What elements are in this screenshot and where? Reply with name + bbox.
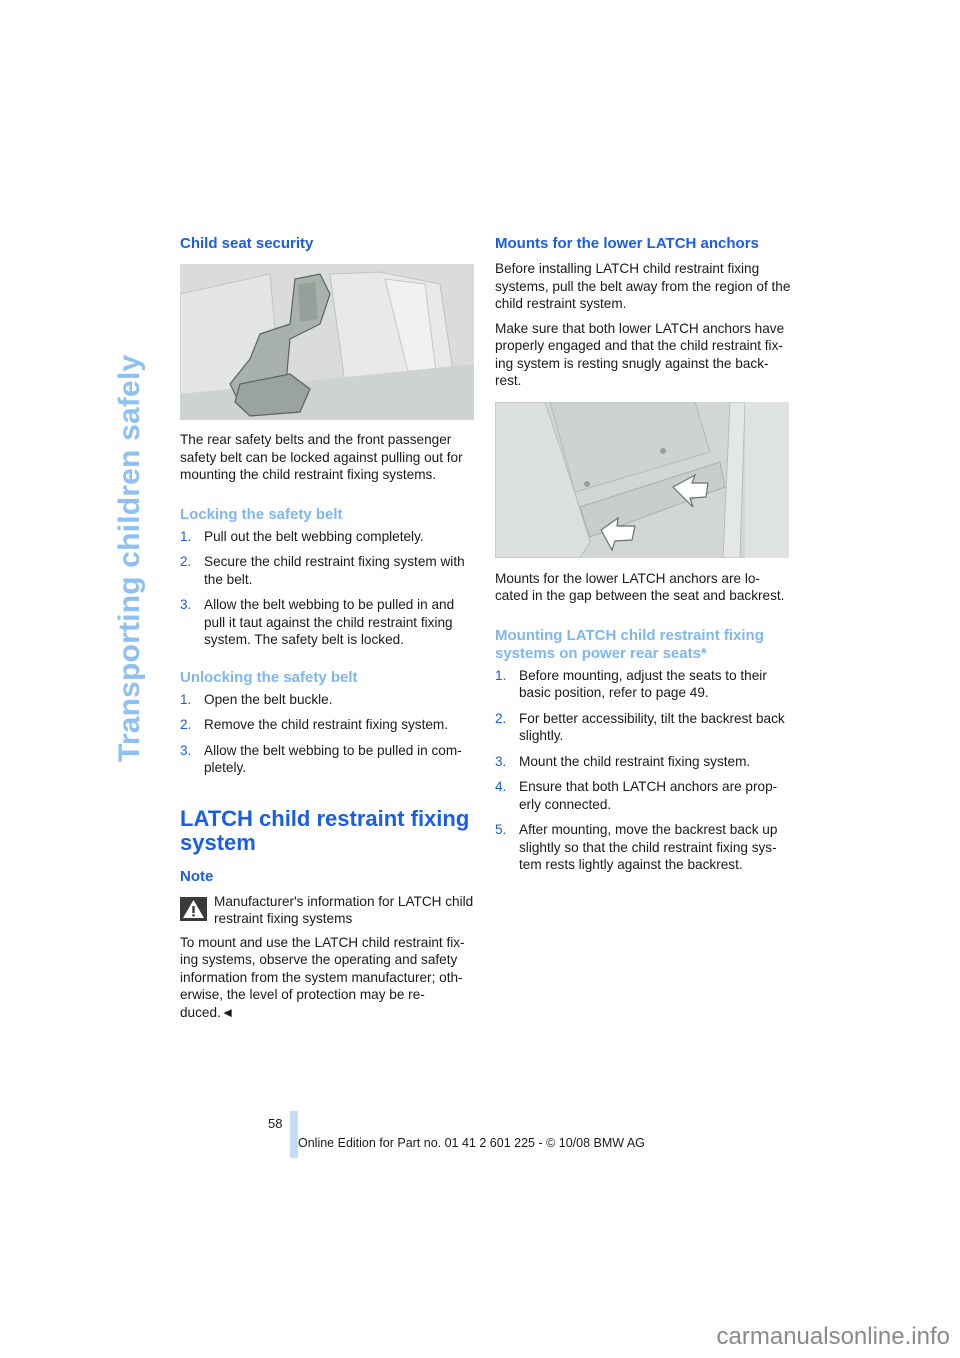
locking-step: 1. Pull out the belt webbing completely. — [180, 528, 424, 544]
power-seats-step: 4. Ensure that both LATCH anchors are prop-erly connected. — [495, 779, 778, 812]
lower-anchors-caption: Mounts for the lower LATCH anchors are lo-cated in the gap between the seat and backrest. — [495, 570, 785, 603]
locking-step: 2. Secure the child restraint fixing system with the belt. — [180, 554, 465, 587]
footer-accent-bar — [290, 1111, 298, 1158]
unlocking-step: 2. Remove the child restraint fixing system. — [180, 717, 449, 732]
power-seats-step: 1. Before mounting, adjust the seats to their basic position, refer to page 49. — [495, 667, 767, 700]
locking-heading: Locking the safety belt — [180, 505, 343, 523]
child-seat-figure — [180, 264, 474, 420]
watermark: carmanualsonline.info — [716, 1323, 950, 1350]
latch-anchor-figure — [495, 402, 789, 558]
note-body: To mount and use the LATCH child restraint fix-ing systems, observe the operating and safety information from the system manufacturer; oth-erwise, the level of protection may be re-duced.◄ — [180, 934, 465, 1020]
note-callout — [180, 893, 475, 928]
lower-anchors-p2: Make sure that both lower LATCH anchors have properly engaged and that the child restraint fix-ing system is resting snugly against the back-rest. — [495, 320, 785, 388]
child-seat-body: The rear safety belts and the front passenger safety belt can be locked against pulling out for mounting the child restraint fixing systems. — [180, 432, 463, 482]
note-lead-text: Manufacturer's information for LATCH child restraint fixing systems — [214, 893, 474, 926]
power-seats-step: 2. For better accessibility, tilt the backrest back slightly. — [495, 710, 785, 743]
power-seats-heading: Mounting LATCH child restraint fixing systems on power rear seats* — [495, 626, 764, 662]
unlocking-steps — [180, 691, 475, 777]
locking-steps — [180, 528, 475, 649]
lower-anchors-heading: Mounts for the lower LATCH anchors — [495, 235, 759, 252]
warning-triangle-icon — [180, 897, 207, 921]
unlocking-heading: Unlocking the safety belt — [180, 668, 358, 686]
power-seats-step: 3. Mount the child restraint fixing system. — [495, 753, 751, 769]
page-number: 58 — [268, 1116, 283, 1131]
latch-system-heading: LATCH child restraint fixing system — [180, 805, 470, 855]
child-seat-illustration — [180, 264, 474, 420]
chapter-side-title: Transporting children safely — [113, 354, 146, 762]
child-seat-security-heading: Child seat security — [180, 235, 314, 252]
left-column — [180, 234, 475, 1028]
right-column — [495, 234, 791, 882]
power-seats-steps — [495, 667, 791, 874]
lower-anchors-p1: Before installing LATCH child restraint fixing systems, pull the belt away from the region of the child restraint system. — [495, 261, 791, 311]
unlocking-step: 3. Allow the belt webbing to be pulled in com-pletely. — [180, 742, 462, 775]
power-seats-step: 5. After mounting, move the backrest back up slightly so that the child restraint fixing sys-tem rests lightly against the backrest. — [495, 822, 778, 872]
unlocking-step: 1. Open the belt buckle. — [180, 691, 333, 707]
latch-anchor-illustration — [495, 402, 789, 558]
edition-footer: Online Edition for Part no. 01 41 2 601 225 - © 10/08 BMW AG — [298, 1136, 645, 1150]
locking-step: 3. Allow the belt webbing to be pulled in and pull it taut against the child restraint fixing system. The safety belt is locked. — [180, 597, 455, 647]
note-heading: Note — [180, 867, 214, 885]
